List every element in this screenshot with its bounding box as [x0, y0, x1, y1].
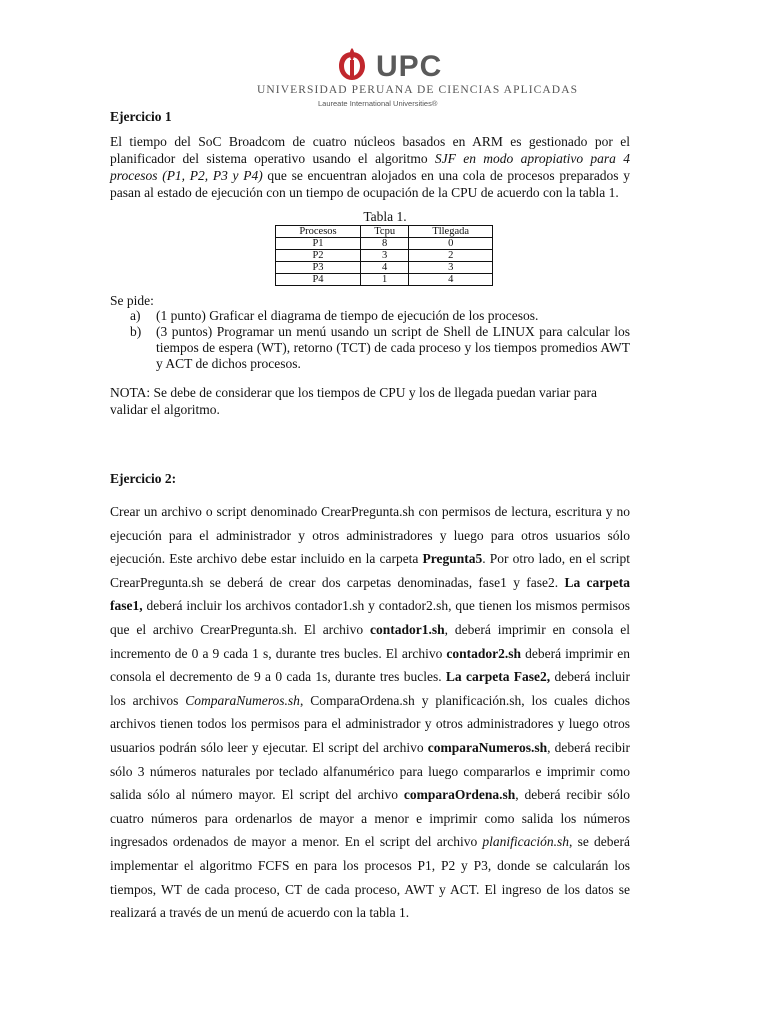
table-cell: 8 [360, 238, 408, 250]
list-item-text: (3 puntos) Programar un menú usando un script de Shell de LINUX para calcular los tiempos de espera (WT), retorno (TCT) de cada proceso y los tiempos promedios AWT y ACT de dichos procesos. [156, 324, 630, 371]
ex2-text: Crear un archivo o script denominado CrearPregunta.sh con permisos de lectura, escritura y no ejecución para el administrador y otros administradores y luego para otros usuarios sólo ejecución. Este archivo debe estar incluido en la carpeta [110, 504, 630, 567]
ex2-text: . Por otro lado, en el script CrearPregunta.sh se deberá de crear dos carpetas denominadas, fase1 y fase2. [110, 551, 630, 590]
ex2-text: , se deberá implementar el algoritmo FCFS en para los procesos P1, P2 y P3, donde se calcularán los tiempos, WT de cada proceso, CT de cada proceso, AWT y ACT. El ingreso de los datos se realizará a través de un menú de acuerdo con la tabla 1. [110, 834, 630, 921]
table-cell: P3 [276, 262, 361, 274]
se-pide-label: Se pide: [110, 293, 154, 308]
table-cell: P1 [276, 238, 361, 250]
ex2-bold: comparaOrdena.sh [403, 787, 516, 803]
list-item-label: b) [130, 324, 142, 339]
list-item-label: a) [130, 308, 141, 323]
ex2-text: , deberá recibir sólo 3 números naturales por teclado alfanumérico para luego compararlos e imprimir como salida sólo al número mayor. El script del archivo [110, 739, 630, 803]
ex2-text: deberá incluir los archivos contador1.sh y contador2.sh, que tienen los mismos permisos que el archivo CrearPregunta.sh. El archivo [110, 598, 630, 637]
ex2-text: deberá imprimir en consola el decremento de 9 a 0 cada 1s, durante tres bucles. [110, 645, 630, 685]
ex1-text-1: El tiempo del SoC Broadcom de cuatro núcleos basados en ARM es gestionado por el planificador del sistema operativo usando el algoritmo [110, 134, 630, 166]
table-cell: P4 [276, 274, 361, 286]
ex1-text-2: que se encuentran alojados en una cola de procesos preparados y pasan al estado de ejecución con un tiempo de ocupación de la CPU de acuerdo con la tabla 1. [110, 168, 631, 200]
ex2-text: , deberá recibir sólo cuatro números para ordenarlos de mayor a menor e imprimir como salida los números ingresados ordenados de mayor a menor. En el script del archivo [110, 787, 630, 850]
table-cell: 1 [360, 274, 408, 286]
ex2-bold: contador2.sh [446, 645, 522, 661]
table-caption: Tabla 1. [363, 209, 407, 224]
ex2-bold: contador1.sh [370, 621, 445, 637]
table-cell: 3 [360, 250, 408, 262]
ex2-italic: planificación.sh [482, 834, 570, 850]
ex2-bold: La carpeta fase1, [110, 574, 630, 614]
laureate-network: Laureate International Universities® [318, 99, 438, 108]
exercise-2-title: Ejercicio 2: [110, 471, 177, 486]
table-cell: 4 [409, 274, 493, 286]
table-cell: P2 [276, 250, 361, 262]
upc-emblem-icon [336, 48, 368, 82]
table-row [276, 250, 493, 262]
exercise-1-paragraph [110, 133, 630, 201]
table-header: Procesos [276, 226, 361, 238]
university-name: UNIVERSIDAD PERUANA DE CIENCIAS APLICADAS [257, 84, 579, 96]
nota-paragraph: NOTA: Se debe de considerar que los tiempos de CPU y los de llegada puedan variar para validar el algoritmo. [110, 385, 598, 417]
ex1-text-italic: SJF en modo apropiativo para 4 procesos (P1, P2, P3 y P4) [110, 151, 631, 183]
exercise-1-title: Ejercicio 1 [110, 109, 172, 124]
table-header: Tcpu [360, 226, 408, 238]
table-header-row [276, 226, 493, 238]
ex2-bold: Pregunta5 [422, 551, 483, 567]
table-cell: 4 [360, 262, 408, 274]
ex2-bold: comparaNumeros.sh [427, 739, 548, 755]
ex2-text: deberá incluir los archivos [110, 669, 630, 708]
table-row [276, 262, 493, 274]
table-cell: 0 [409, 238, 493, 250]
ex2-text: , ComparaOrdena.sh y planificación.sh, los cuales dichos archivos tienen todos los permisos para el administrador y otros administradores y luego otros usuarios podrán sólo leer y ejecutar. El script del archivo [110, 692, 630, 755]
list-item-text: (1 punto) Graficar el diagrama de tiempo de ejecución de los procesos. [156, 308, 539, 323]
ex2-italic: ComparaNumeros.sh [185, 692, 300, 708]
table-row [276, 274, 493, 286]
logo-text: UPC [376, 50, 443, 83]
exercise-2-paragraph [110, 500, 630, 925]
ex2-text: , deberá imprimir en consola el incremento de 0 a 9 cada 1 s, durante tres bucles. El archivo [110, 621, 630, 661]
table-row [276, 238, 493, 250]
table-cell: 3 [409, 262, 493, 274]
ex2-bold: La carpeta Fase2, [445, 669, 551, 685]
process-table [275, 225, 493, 286]
table-header: Tllegada [409, 226, 493, 238]
table-cell: 2 [409, 250, 493, 262]
